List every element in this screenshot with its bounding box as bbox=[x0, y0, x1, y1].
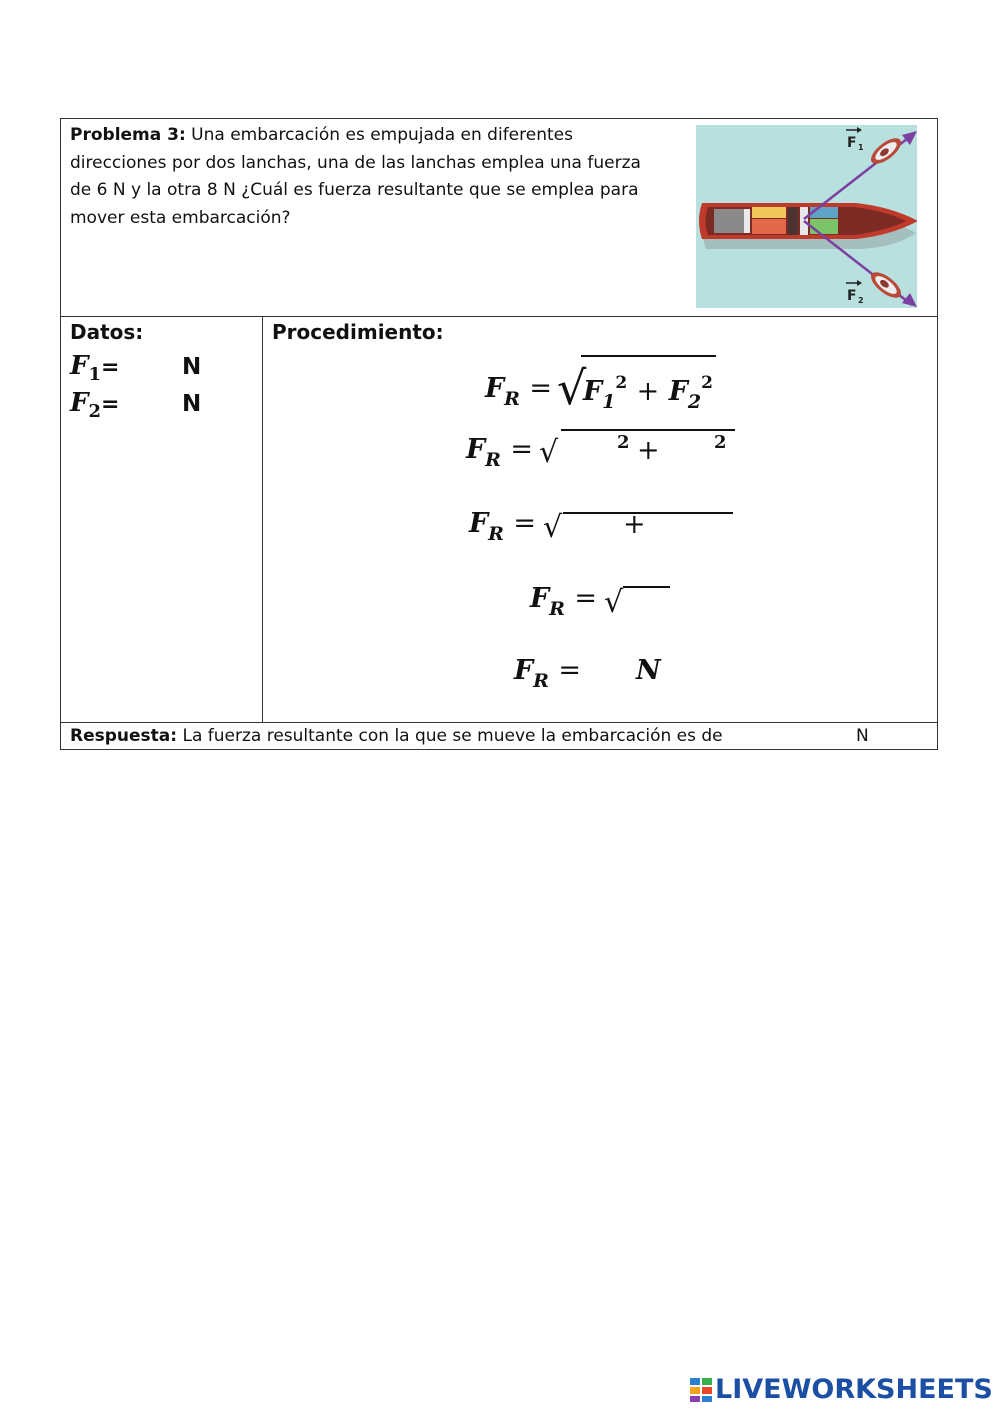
datos-f1-unit: N bbox=[182, 354, 202, 380]
formula-line-5: $F_R$ = bbox=[514, 655, 581, 692]
respuesta-text: La fuerza resultante con la que se mueve la embarcación es de bbox=[177, 726, 723, 746]
problem-row bbox=[61, 119, 937, 317]
f2-label: F bbox=[847, 288, 857, 304]
radical-icon: √ bbox=[604, 585, 624, 620]
datos-f2-unit: N bbox=[182, 391, 202, 417]
radical-icon: √ bbox=[539, 435, 559, 470]
formula-line-2: $F_R$ = bbox=[466, 434, 533, 471]
respuesta-label: Respuesta: bbox=[70, 726, 178, 746]
respuesta-unit: N bbox=[856, 726, 869, 746]
formula-radicand-1: $F_1^2 + F_2^2$ bbox=[583, 373, 713, 413]
exponent-1: 2 bbox=[617, 432, 630, 453]
problem-label: Problema 3: bbox=[70, 125, 186, 145]
datos-f1: $F_1=$ bbox=[70, 351, 120, 385]
respuesta-sentence bbox=[70, 723, 723, 749]
plus-sign-3: + bbox=[623, 509, 646, 540]
radical-icon: √ bbox=[557, 361, 587, 415]
f1-label-sub: 1 bbox=[858, 143, 864, 152]
problem-statement bbox=[70, 122, 660, 232]
worksheet-table bbox=[60, 118, 938, 750]
liveworksheets-wordmark: LIVEWORKSHEETS bbox=[715, 1374, 993, 1405]
exponent-2: 2 bbox=[714, 432, 727, 453]
respuesta-row bbox=[61, 723, 937, 749]
procedimiento-header: Procedimiento: bbox=[272, 320, 444, 344]
liveworksheets-logo bbox=[690, 1374, 993, 1406]
liveworksheets-grid-icon bbox=[690, 1378, 712, 1402]
boat-illustration bbox=[696, 125, 917, 308]
plus-sign-2: + bbox=[637, 435, 660, 466]
work-row bbox=[61, 317, 937, 723]
datos-header: Datos: bbox=[70, 320, 144, 344]
radical-icon: √ bbox=[543, 510, 563, 545]
datos-f2: $F_2=$ bbox=[70, 388, 120, 422]
f2-label-sub: 2 bbox=[858, 296, 864, 305]
result-unit: N bbox=[636, 655, 661, 686]
problem-text: Una embarcación es empujada en diferentes direcciones por dos lanchas, una de las lanchas emplea una fuerza de 6 N y la otra 8 N ¿Cuál es fuerza resultante que se emplea para mover esta embarcación? bbox=[70, 125, 641, 228]
formula-line-1: $F_R$ = bbox=[485, 373, 552, 410]
f1-label: F bbox=[847, 135, 857, 151]
formula-line-4: $F_R$ = bbox=[530, 583, 597, 620]
datos-column bbox=[61, 317, 263, 722]
formula-line-3: $F_R$ = bbox=[469, 508, 536, 545]
procedimiento-column bbox=[263, 317, 937, 722]
